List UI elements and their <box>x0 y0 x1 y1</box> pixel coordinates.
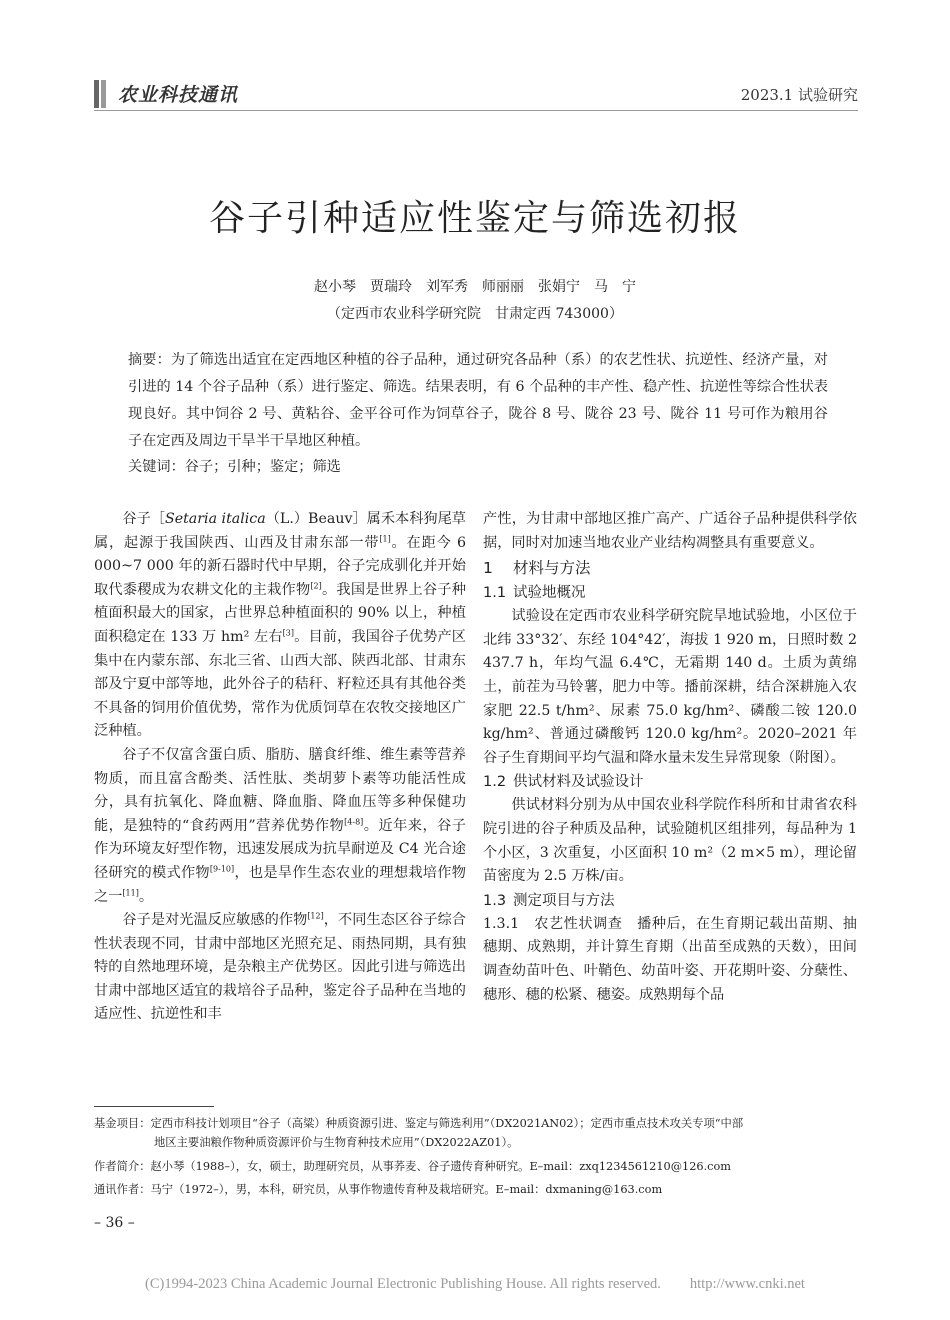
funding-footnote: 基金项目：定西市科技计划项目“谷子（高粱）种质资源引进、鉴定与筛选利用”（DX2021AN02）；定西市重点技术攻关专项“中部 地区主要油粮作物种质资源评价与生物育种技术应用”（DX2022AZ01）。 <box>94 1117 744 1149</box>
citation: [9-10] <box>209 864 235 874</box>
body-paragraph: 供试材料分别为从中国农业科学院作科所和甘肃省农科院引进的谷子种质及品种，试验随机区组排列，每品种为 1 个小区，3 次重复，小区面积 10 m²（2 m×5 m），理论留苗密度为 2.5 万株/亩。 <box>483 797 857 885</box>
section-heading-1-1: 1.1 试验地概况 <box>483 585 586 602</box>
author-footnote: 作者简介：赵小琴（1988–），女，硕士，助理研究员，从事荞麦、谷子遗传育种研究。E–mail：zxq1234561210@126.com <box>94 1160 732 1173</box>
page-number: – 36 – <box>94 1215 135 1231</box>
authors: 赵小琴 贾瑞玲 刘军秀 师丽丽 张娟宁 马 宁 <box>314 279 636 295</box>
body-paragraph: 谷子不仅富含蛋白质、脂肪、膳食纤维、维生素等营养物质，而且富含酚类、活性肽、类胡萝卜素等功能活性成分，具有抗氧化、降血糖、降血脂、降血压等多种保健功能，是独特的“食药两用”营养优势作物[4-8]。近年来，谷子作为环境友好型作物，迅速发展成为抗旱耐逆及 C4 光合途径研究的模式作物[9-10]，也是旱作生态农业的理想栽培作物之一[11]。 <box>94 746 466 905</box>
species-name: Setaria italica <box>164 511 266 527</box>
citation: [12] <box>307 911 324 921</box>
affiliation: （定西市农业科学研究院 甘肃定西 743000） <box>327 306 623 322</box>
footnote-rule <box>94 1106 214 1107</box>
journal-name: 农业科技通讯 <box>118 84 239 106</box>
body-paragraph: 谷子［Setaria italica（L.）Beauv］属禾本科狗尾草属，起源于我国陕西、山西及甘肃东部一带[1]。在距今 6 000~7 000 年的新石器时代中早期，谷子完成驯化并开始取代黍稷成为农耕文化的主栽作物[2]。我国是世界上谷子种植面积最大的国家，占世界总种植面积的 90% 以上，种植面积稳定在 133 万 hm² 左右[3]。目前，我国谷子优势产区集中在内蒙东部、东北三省、山西大部、陕西北部、甘肃东部及宁夏中部等地，此外谷子的秸秆、籽粒还具有其他谷类不具备的饲用价值优势，常作为优质饲草在农牧交接地区广泛种植。 <box>94 511 466 740</box>
section-heading-1-3: 1.3 测定项目与方法 <box>483 892 615 909</box>
abstract: 摘要：为了筛选出适宜在定西地区种植的谷子品种，通过研究各品种（系）的农艺性状、抗逆性、经济产量，对引进的 14 个谷子品种（系）进行鉴定、筛选。结果表明，有 6 个品种的丰产性、稳产性、抗逆性等综合性状表现良好。其中饲谷 2 号、黄粘谷、金平谷可作为饲草谷子，陇谷 8 号、陇谷 23 号、陇谷 11 号可作为粮用谷子在定西及周边干旱半干旱地区种植。 <box>128 352 828 449</box>
body-paragraph: 试验设在定西市农业科学研究院旱地试验地，小区位于北纬 33°32′、东经 104°42′，海拔 1 920 m，日照时数 2 437.7 h，年均气温 6.4℃，无霜期 140 d。土质为黄绵土，前茬为马铃薯，肥力中等。播前深耕，结合深耕施入农家肥 22.5 t/hm²、尿素 75.0 kg/hm²、磷酸二铵 120.0 kg/hm²、普通过磷酸钙 120.0 kg/hm²。2020–2021 年谷子生育期间平均气温和降水量未发生异常现象（附图）。 <box>483 608 857 766</box>
paper-title: 谷子引种适应性鉴定与筛选初报 <box>208 198 741 239</box>
citation: [1] <box>379 533 391 543</box>
keywords: 关键词：谷子；引种；鉴定；筛选 <box>128 459 341 475</box>
header-bar-light <box>101 80 106 108</box>
header-rule <box>94 110 858 111</box>
section-heading-1: 1 材料与方法 <box>483 559 591 578</box>
citation: [11] <box>122 887 139 897</box>
right-column <box>483 508 857 1007</box>
citation: [4-8] <box>344 816 364 826</box>
body-paragraph: 谷子是对光温反应敏感的作物[12]，不同生态区谷子综合性状表现不同，甘肃中部地区光照充足、雨热同期，具有独特的自然地理环境，是杂粮主产优势区。因此引进与筛选出甘肃中部地区适宜的栽培谷子品种，鉴定谷子品种在当地的适应性、抗逆性和丰 <box>94 911 466 1023</box>
citation: [2] <box>310 581 322 591</box>
citation: [3] <box>282 628 294 638</box>
header-bar-dark <box>94 80 99 108</box>
body-paragraph: 产性，为甘肃中部地区推广高产、广适谷子品种提供科学依据，同时对加速当地农业产业结构凋整具有重要意义。 <box>483 511 857 551</box>
left-column <box>94 508 466 1027</box>
corresponding-footnote: 通讯作者：马宁（1972–），男，本科，研究员，从事作物遗传育种及栽培研究。E–mail：dxmaning@163.com <box>94 1183 663 1196</box>
body-paragraph: 1.3.1 农艺性状调查 播种后，在生育期记载出苗期、抽穗期、成熟期，并计算生育期（出苗至成熟的天数），田间调查幼苗叶色、叶鞘色、幼苗叶姿、开花期叶姿、分蘖性、穗形、穗的松紧、穗姿。成熟期每个品 <box>483 915 857 1003</box>
copyright-watermark: (C)1994-2023 China Academic Journal Electronic Publishing House. All rights reserved. http://www.cnki.net <box>145 1276 805 1292</box>
issue-section: 2023.1 试验研究 <box>740 86 858 104</box>
section-heading-1-2: 1.2 供试材料及试验设计 <box>483 774 644 791</box>
